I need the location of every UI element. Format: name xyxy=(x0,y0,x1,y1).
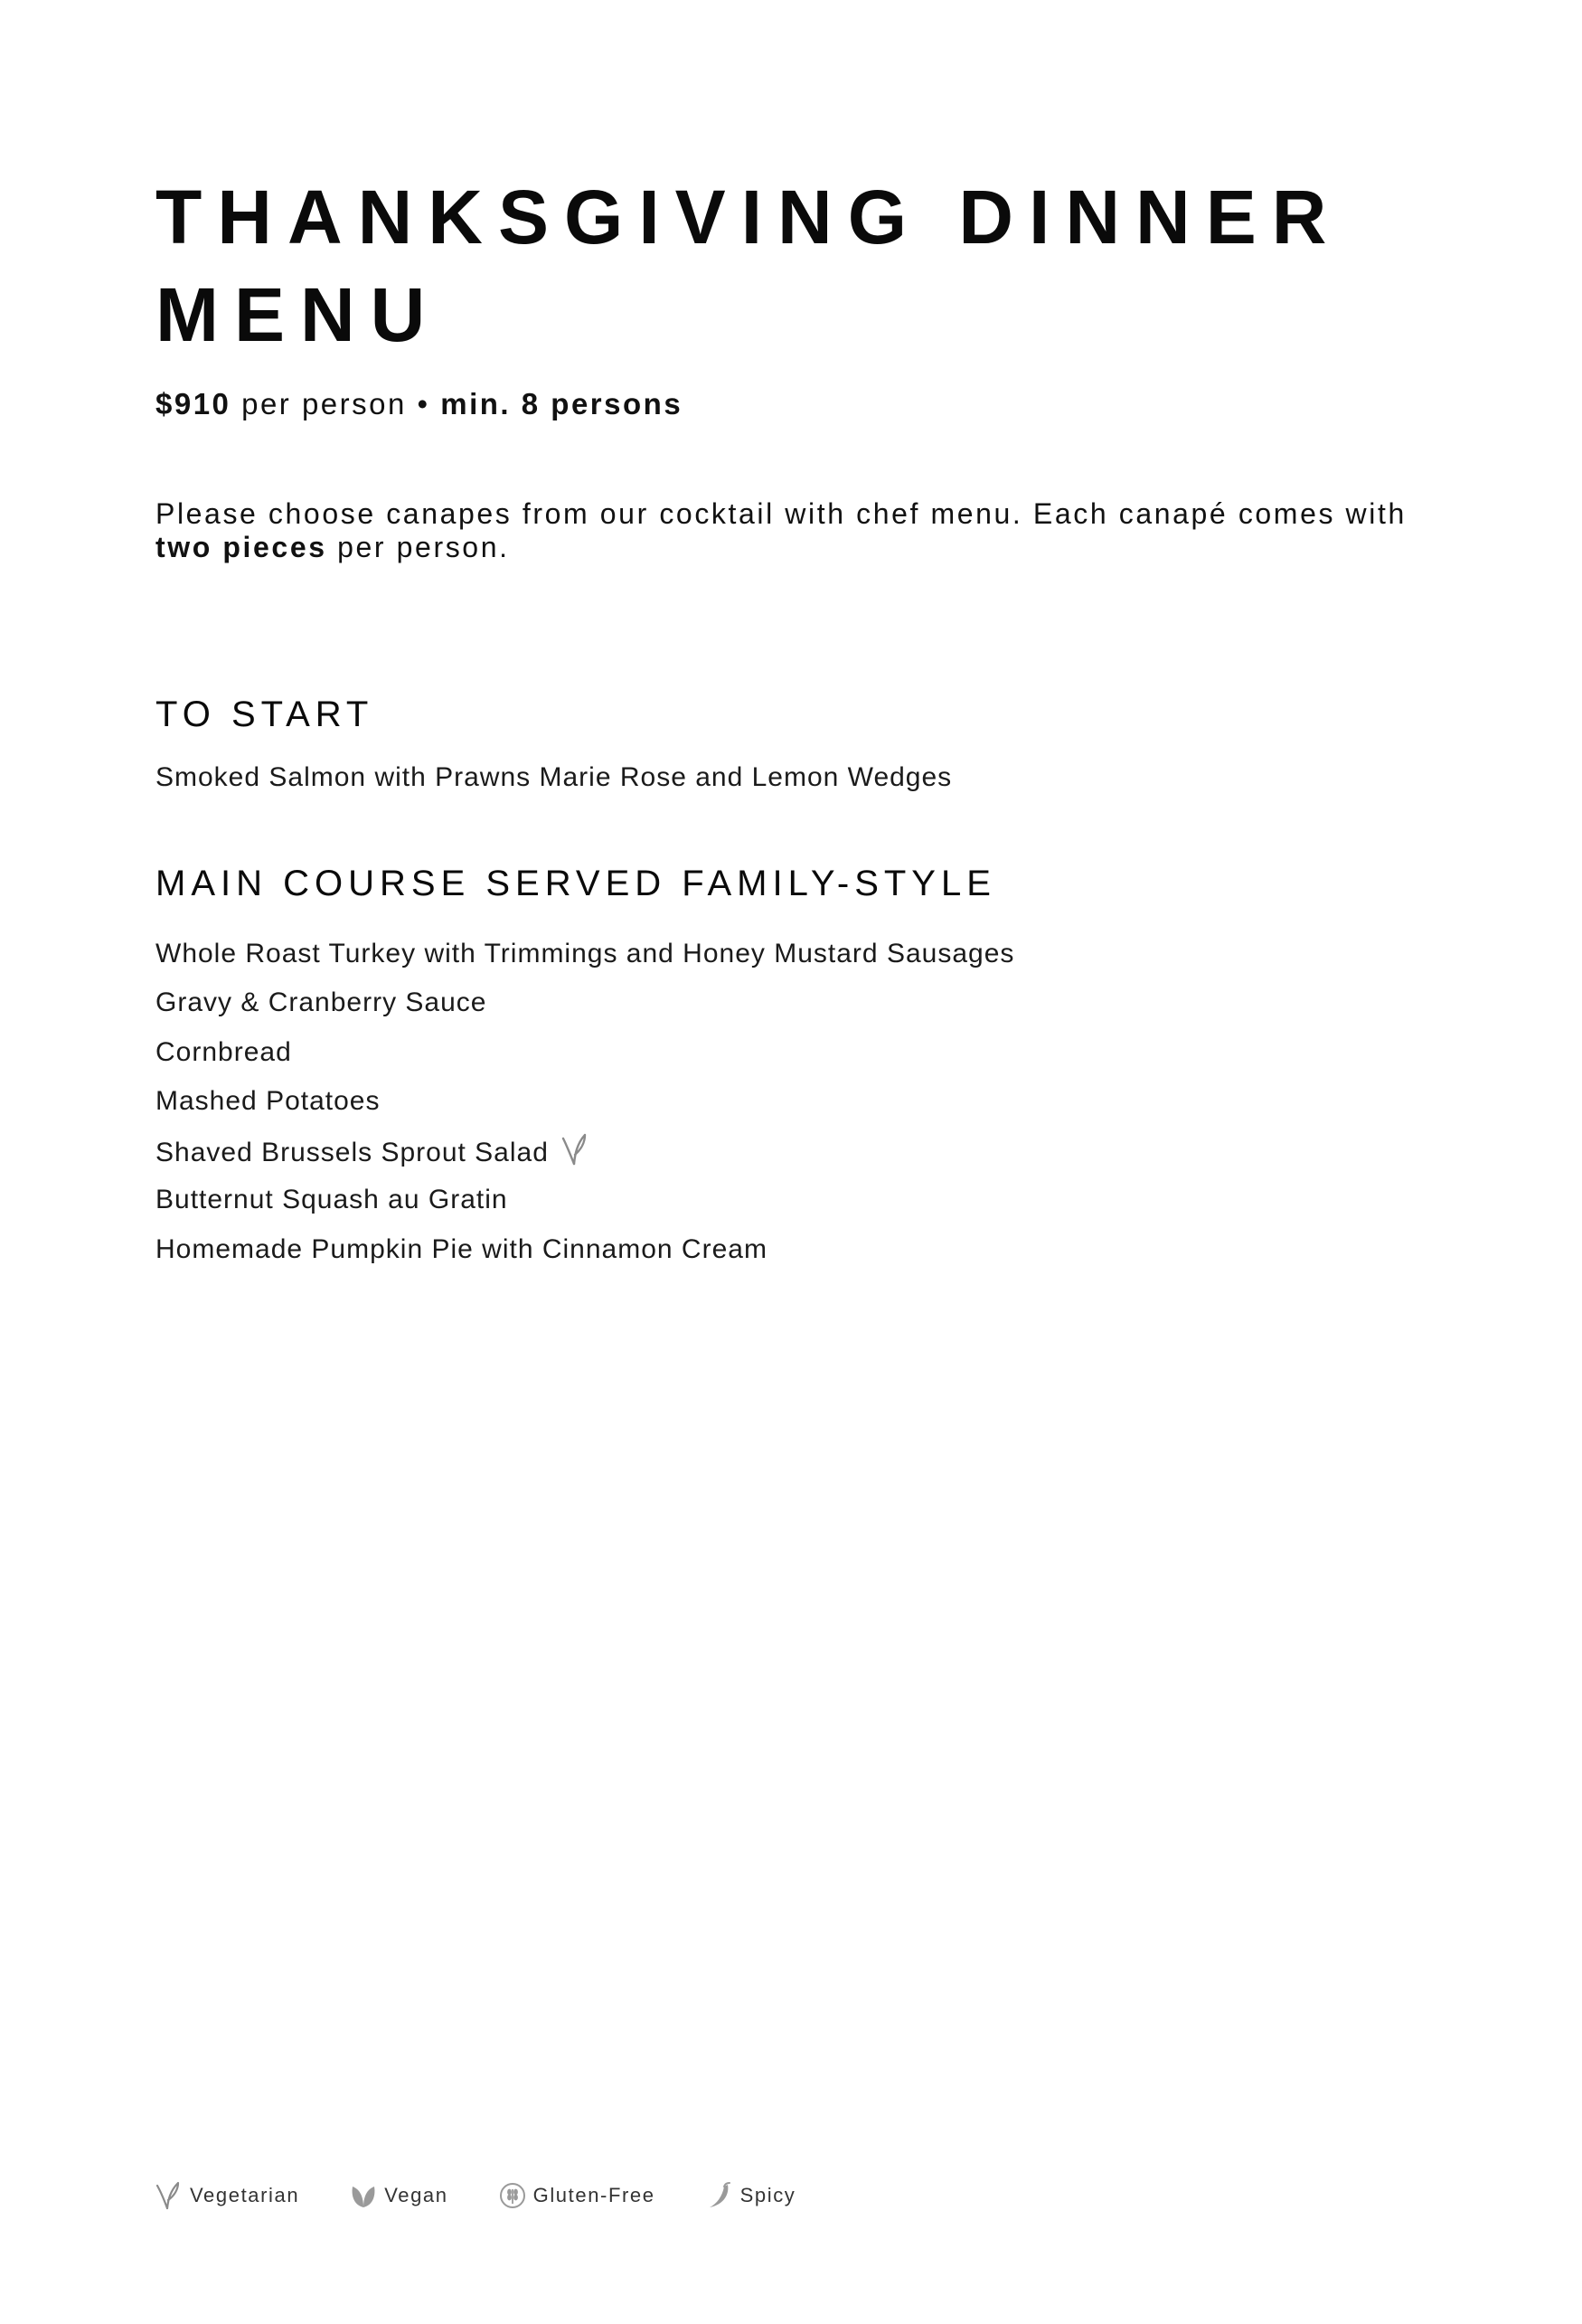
section-heading-to-start: TO START xyxy=(155,694,374,734)
legend-label: Spicy xyxy=(739,2184,796,2206)
legend-label: Gluten-Free xyxy=(532,2184,655,2206)
vegetarian-icon xyxy=(155,2181,183,2210)
menu-item: Homemade Pumpkin Pie with Cinnamon Cream xyxy=(155,1234,767,1264)
legend-label: Vegetarian xyxy=(190,2184,300,2206)
separator-dot: • xyxy=(417,387,430,420)
vegan-icon xyxy=(350,2181,377,2210)
minimum-persons: min. 8 persons xyxy=(440,387,683,420)
legend-gluten-free xyxy=(499,2181,655,2210)
legend-spicy xyxy=(706,2181,796,2210)
menu-title: THANKSGIVING DINNER MENU xyxy=(155,175,1342,357)
section-heading-main-course: MAIN COURSE SERVED FAMILY-STYLE xyxy=(155,864,996,903)
legend-label: Vegan xyxy=(384,2184,448,2206)
menu-item: Cornbread xyxy=(155,1037,292,1067)
legend-vegetarian xyxy=(155,2181,299,2210)
spicy-icon xyxy=(706,2181,733,2210)
legend-vegan xyxy=(350,2181,447,2210)
intro-text-part1: Please choose canapes from our cocktail with chef menu. Each canapé comes with xyxy=(155,497,1407,530)
vegetarian-icon xyxy=(561,1133,589,1173)
menu-item: Smoked Salmon with Prawns Marie Rose and Lemon Wedges xyxy=(155,762,953,792)
menu-item: Butternut Squash au Gratin xyxy=(155,1185,508,1214)
menu-item: Gravy & Cranberry Sauce xyxy=(155,987,487,1017)
intro-text-bold: two pieces xyxy=(155,531,327,563)
gluten-free-icon xyxy=(499,2181,526,2210)
price: $910 xyxy=(155,387,231,420)
price-line xyxy=(155,387,683,421)
menu-item-label: Shaved Brussels Sprout Salad xyxy=(155,1138,549,1167)
menu-item-vegetarian xyxy=(155,1133,589,1173)
dietary-legend xyxy=(155,2178,846,2214)
intro-text-part2: per person. xyxy=(337,531,510,563)
intro-text xyxy=(155,497,1457,564)
menu-item: Whole Roast Turkey with Trimmings and Honey Mustard Sausages xyxy=(155,939,1015,968)
per-person-label: per person xyxy=(241,387,407,420)
menu-item: Mashed Potatoes xyxy=(155,1086,381,1116)
